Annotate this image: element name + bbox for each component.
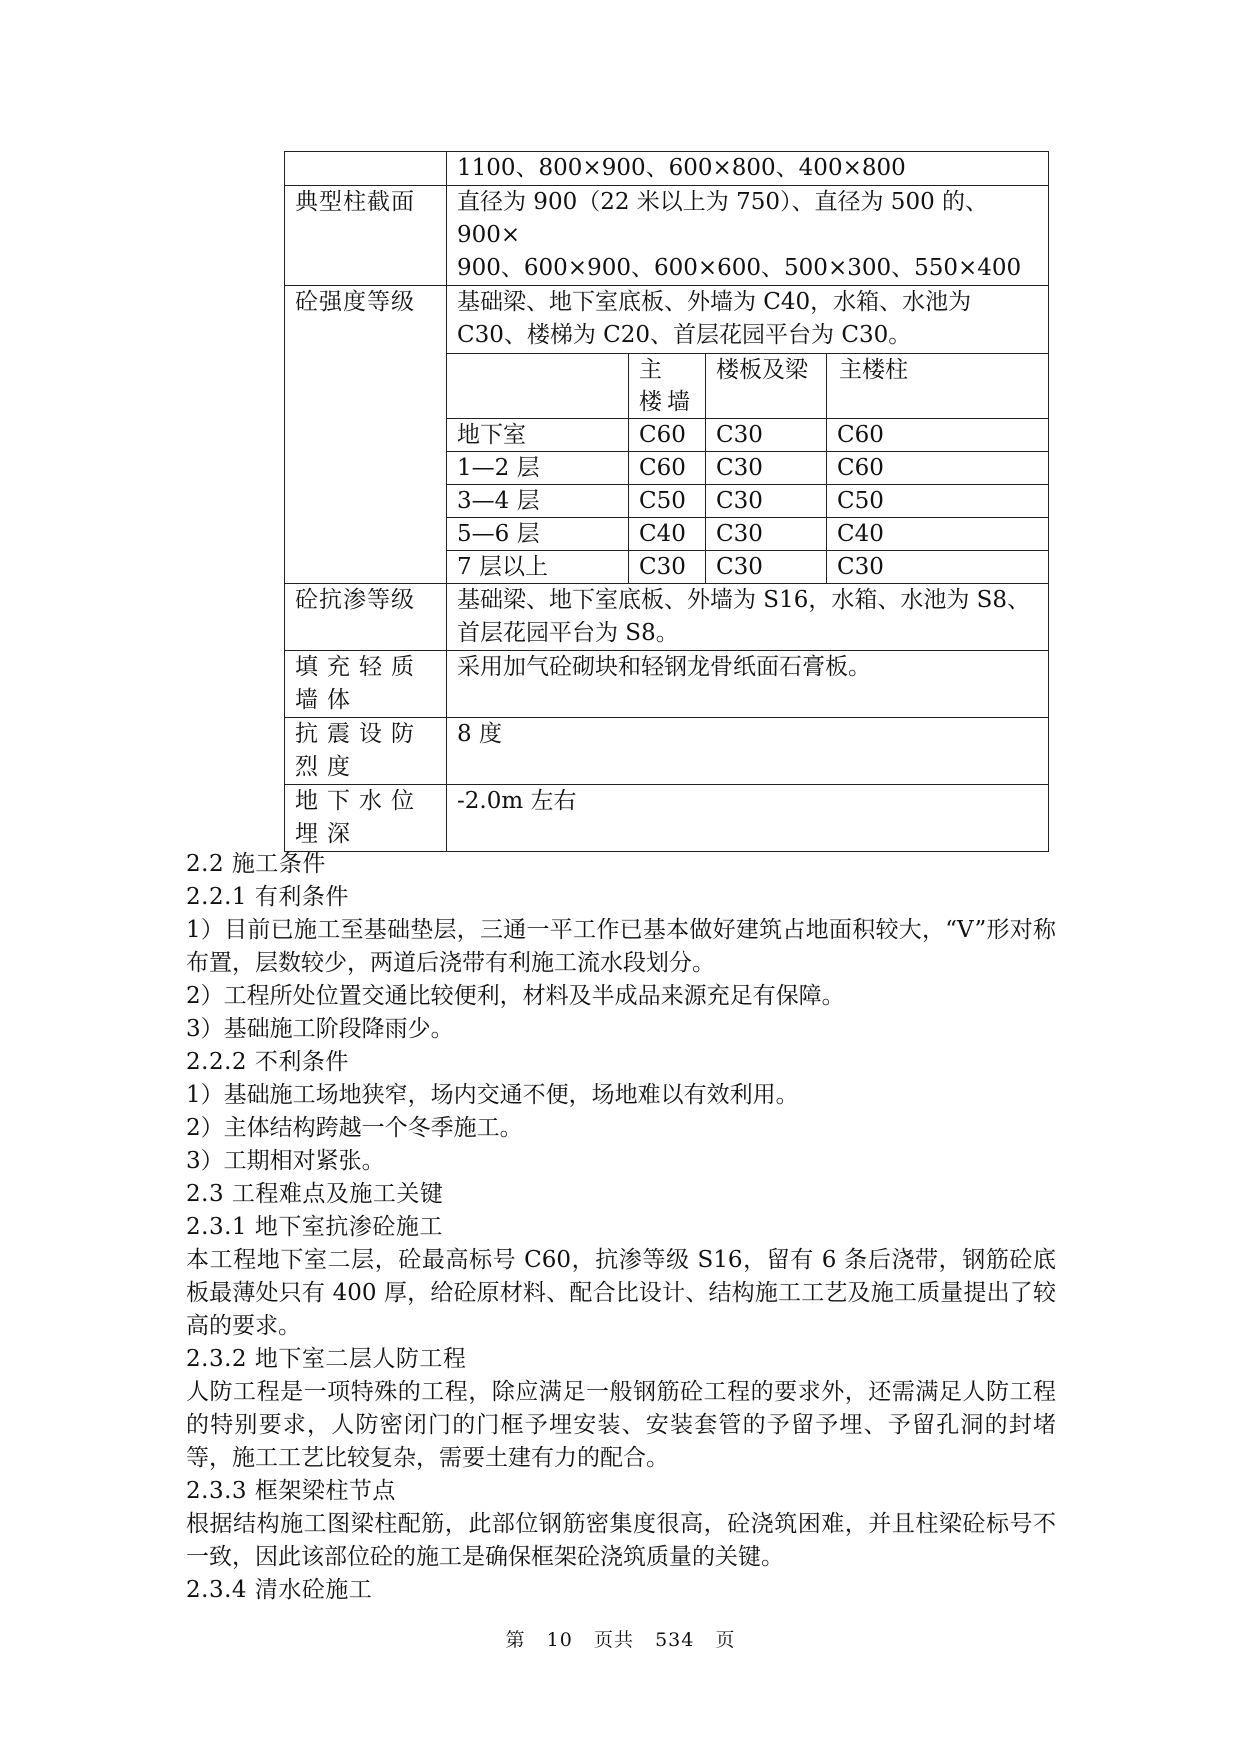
list-item: 3）基础施工阶段降雨少。	[186, 1016, 454, 1042]
table-row	[285, 584, 1049, 651]
concrete-strength-label: 砼强度等级	[285, 286, 447, 584]
table-row	[285, 286, 1049, 584]
grade-cell: C30	[706, 551, 827, 584]
column-section-label: 典型柱截面	[285, 186, 447, 286]
table-row	[447, 551, 1049, 584]
subsection-heading: 2.2.2 不利条件	[186, 1049, 349, 1075]
project-spec-table	[284, 151, 1049, 852]
subsection-heading: 2.2.1 有利条件	[186, 884, 349, 910]
grade-cell: C60	[629, 419, 706, 452]
page-footer	[0, 1625, 1241, 1652]
floor-cell: 5—6 层	[447, 518, 629, 551]
grade-cell: C40	[827, 518, 1049, 551]
value-line: 直径为 900（22 米以上为 750）、直径为 500 的、900×	[457, 189, 989, 248]
list-item: 1）目前已施工至基础垫层，三通一平工作已基本做好建筑占地面积较大，“V”形对称布置，层数较少，两道后浇带有利施工流水段划分。	[186, 917, 1056, 976]
paragraph: 人防工程是一项特殊的工程，除应满足一般钢筋砼工程的要求外，还需满足人防工程的特别要求，人防密闭门的门框予埋安装、安装套管的予留予埋、予留孔洞的封堵等，施工工艺比较复杂，需要土建有力的配合。	[186, 1379, 1056, 1471]
seismic-value: 8 度	[447, 718, 1049, 785]
header-cell	[447, 354, 629, 419]
table-row	[285, 152, 1049, 186]
section-heading: 2.3 工程难点及施工关键	[186, 1181, 444, 1207]
list-item: 2）工程所处位置交通比较便利，材料及半成品来源充足有保障。	[186, 983, 845, 1009]
list-item: 2）主体结构跨越一个冬季施工。	[186, 1115, 523, 1141]
subsection-heading: 2.3.2 地下室二层人防工程	[186, 1346, 467, 1372]
value-line: 900、600×900、600×600、500×300、550×400	[457, 255, 1022, 281]
paragraph: 根据结构施工图梁柱配筋，此部位钢筋密集度很高，砼浇筑困难，并且柱梁砼标号不一致，因此该部位砼的施工是确保框架砼浇筑质量的关键。	[186, 1511, 1056, 1570]
grade-cell: C60	[827, 452, 1049, 485]
grade-cell: C30	[706, 452, 827, 485]
groundwater-label: 地下水位埋深	[285, 785, 447, 852]
groundwater-value: -2.0m 左右	[447, 785, 1049, 852]
subsection-heading: 2.3.1 地下室抗渗砼施工	[186, 1214, 443, 1240]
header-cell-main-column: 主楼柱	[827, 354, 1049, 419]
list-item: 1）基础施工场地狭窄，场内交通不便，场地难以有效利用。	[186, 1082, 799, 1108]
grade-cell: C60	[827, 419, 1049, 452]
table-cell-empty	[285, 152, 447, 186]
section-heading: 2.2 施工条件	[186, 851, 326, 877]
table-row	[447, 485, 1049, 518]
concrete-strength-value	[447, 286, 1049, 584]
value-line: 首层花园平台为 S8。	[457, 620, 679, 646]
table-row	[285, 651, 1049, 718]
grade-cell: C30	[706, 518, 827, 551]
column-section-value	[447, 186, 1049, 286]
strength-grade-table	[446, 353, 1049, 584]
table-row	[285, 186, 1049, 286]
subsection-heading: 2.3.3 框架梁柱节点	[186, 1478, 396, 1504]
impermeability-value	[447, 584, 1049, 651]
floor-cell: 3—4 层	[447, 485, 629, 518]
value-line: 基础梁、地下室底板、外墙为 S16，水箱、水池为 S8、	[457, 587, 1031, 613]
table-row	[447, 452, 1049, 485]
impermeability-label: 砼抗渗等级	[285, 584, 447, 651]
table-row	[285, 785, 1049, 852]
grade-cell: C60	[629, 452, 706, 485]
table-row	[285, 718, 1049, 785]
floor-cell: 7 层以上	[447, 551, 629, 584]
grade-cell: C30	[706, 485, 827, 518]
grade-cell: C30	[827, 551, 1049, 584]
infill-wall-value: 采用加气砼砌块和轻钢龙骨纸面石膏板。	[447, 651, 1049, 718]
grade-cell: C50	[827, 485, 1049, 518]
floor-cell: 1—2 层	[447, 452, 629, 485]
list-item: 3）工期相对紧张。	[186, 1148, 385, 1174]
header-cell-slab-beam: 楼板及梁	[706, 354, 827, 419]
value-line: 基础梁、地下室底板、外墙为 C40，水箱、水池为	[457, 289, 972, 315]
header-cell-main-wall: 主 楼墙	[629, 354, 706, 419]
page-number-text: 第 10 页共 534 页	[505, 1629, 736, 1651]
grade-cell: C30	[706, 419, 827, 452]
floor-cell: 地下室	[447, 419, 629, 452]
document-body	[186, 848, 1056, 1607]
infill-wall-label: 填充轻质墙体	[285, 651, 447, 718]
grade-cell: C50	[629, 485, 706, 518]
value-line: C30、楼梯为 C20、首层花园平台为 C30。	[457, 322, 912, 348]
table-row	[447, 419, 1049, 452]
column-size-continuation: 1100、800×900、600×800、400×800	[447, 152, 1049, 186]
table-row	[447, 518, 1049, 551]
subsection-heading: 2.3.4 清水砼施工	[186, 1577, 373, 1603]
grade-cell: C30	[629, 551, 706, 584]
paragraph: 本工程地下室二层，砼最高标号 C60，抗渗等级 S16，留有 6 条后浇带，钢筋砼底板最薄处只有 400 厚，给砼原材料、配合比设计、结构施工工艺及施工质量提出了较高的要求。	[186, 1247, 1056, 1339]
seismic-label: 抗震设防烈度	[285, 718, 447, 785]
grade-cell: C40	[629, 518, 706, 551]
strength-header-row	[447, 354, 1049, 419]
